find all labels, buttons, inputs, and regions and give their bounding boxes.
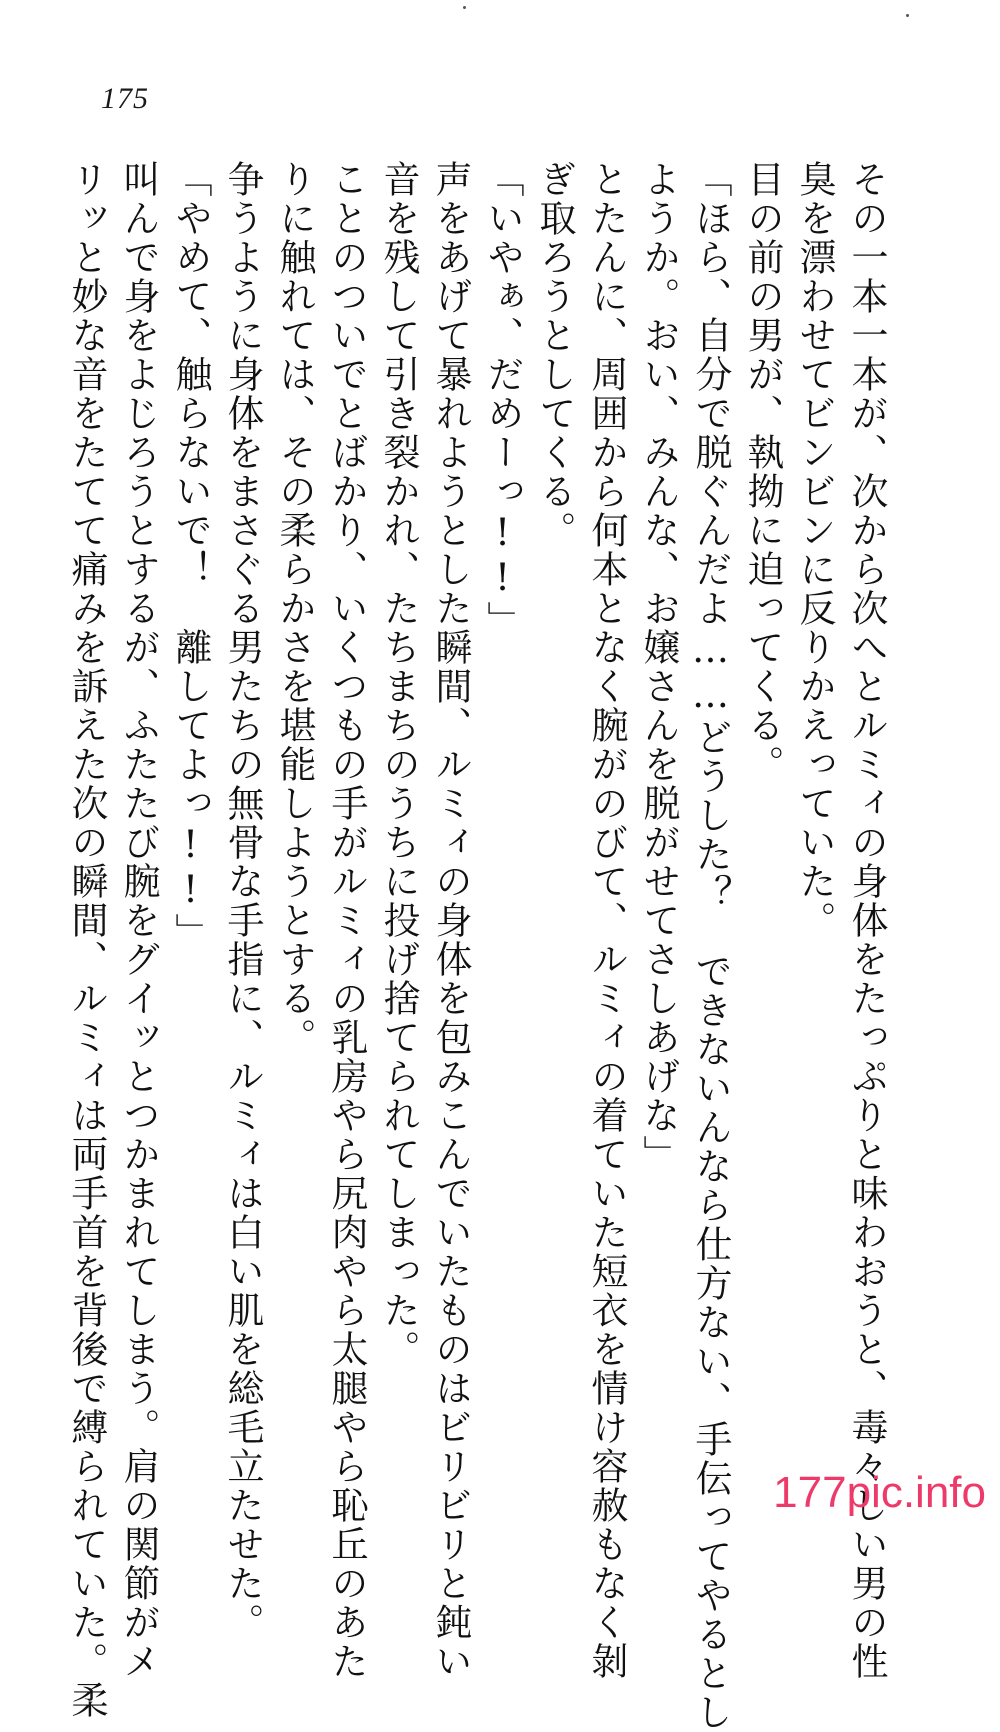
text-line: 「ほら、自分で脱ぐんだよ……どうした？ できないんなら仕方ない、手伝ってやるとし [689, 160, 732, 1732]
text-line: 「やめて、触らないで！ 離してよっ!!」 [169, 160, 212, 952]
text-line: ことのついでとばかり、いくつもの手がルミィの乳房やら尻肉やら太腿やら恥丘のあた [325, 160, 368, 1681]
page-number: 175 [101, 82, 149, 115]
text-line: とたんに、周囲から何本となく腕がのびて、ルミィの着ていた短衣を情け容赦もなく剝 [585, 160, 628, 1681]
text-line: 争うように身体をまさぐる男たちの無骨な手指に、ルミィは白い肌を総毛立たせた。 [221, 160, 264, 1642]
text-line: 叫んで身をよじろうとするが、ふたたび腕をグイッとつかまれてしまう。肩の関節がメ [117, 160, 160, 1681]
watermark: 177pic.info [773, 1468, 986, 1517]
text-line: 臭を漂わせてビンビンに反りかえっていた。 [793, 160, 836, 940]
text-line: 音を残して引き裂かれ、たちまちのうちに投げ捨てられてしまった。 [377, 160, 420, 1369]
text-line: ようか。おい、みんな、お嬢さんを脱がせてさしあげな」 [637, 160, 680, 1174]
scan-speck [463, 6, 466, 9]
text-line: りに触れては、その柔らかさを堪能しようとする。 [273, 160, 316, 1057]
text-line: ぎ取ろうとしてくる。 [533, 160, 576, 550]
text-line: リッと妙な音をたてて痛みを訴えた次の瞬間、ルミィは両手首を背後で縛られていた。柔 [65, 160, 108, 1720]
scan-speck [906, 14, 909, 17]
text-line: 声をあげて暴れようとした瞬間、ルミィの身体を包みこんでいたものはビリビリと鈍い [429, 160, 472, 1681]
text-line: 目の前の男が、執拗に迫ってくる。 [741, 160, 784, 784]
text-line: その一本一本が、次から次へとルミィの身体をたっぷりと味わおうと、毒々しい男の性 [845, 160, 888, 1681]
text-line: 「いやぁ、だめーっ!!」 [481, 160, 524, 640]
